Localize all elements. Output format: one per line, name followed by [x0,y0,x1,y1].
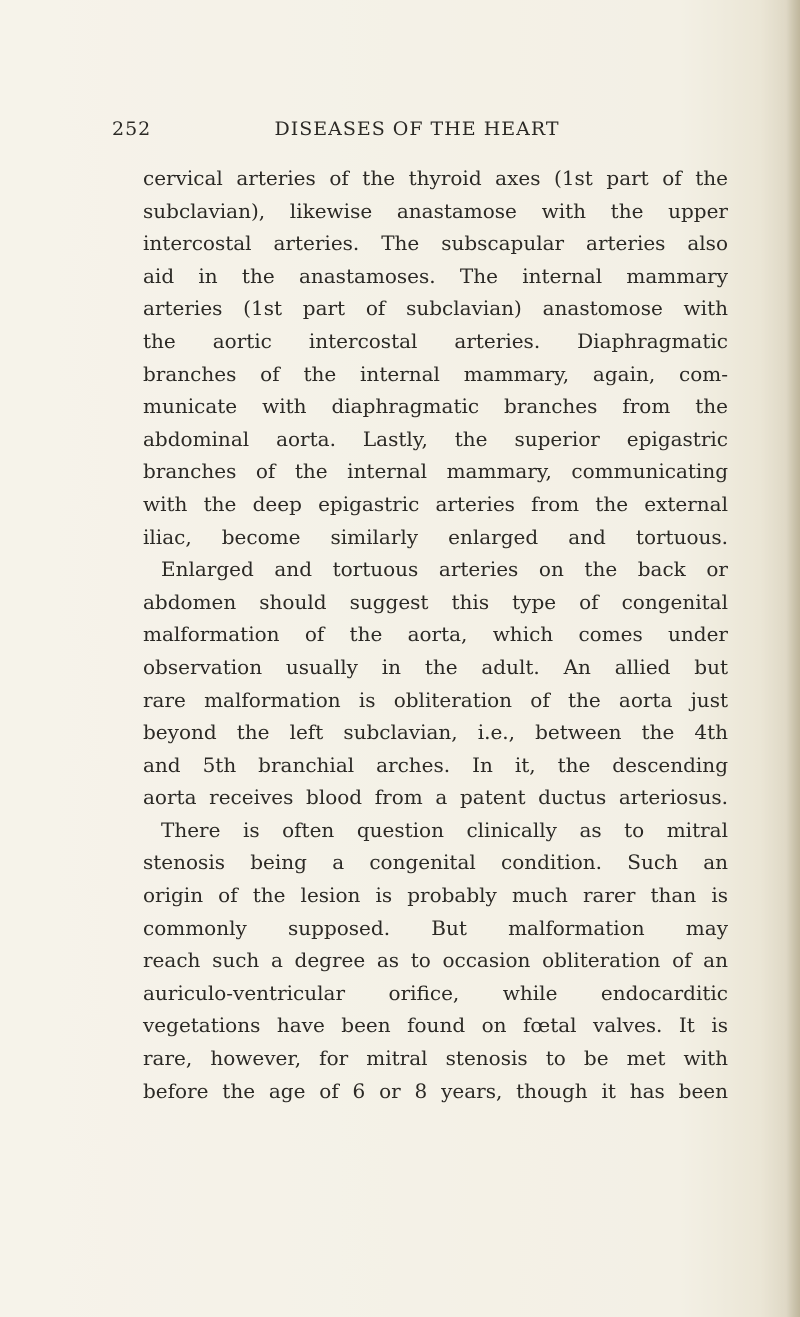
body-text [143,162,728,1107]
text-line: abdomen should suggest this type of congenital [143,589,728,614]
text-line: intercostal arteries. The subscapular arteries also [143,231,728,256]
text-line: rare, however, for mitral stenosis to be met with [143,1046,728,1071]
text-line: cervical arteries of the thyroid axes (1st part of the [143,166,728,190]
page-edge-shadow [786,0,800,1317]
text-line: stenosis being a congenital condition. Such an [143,850,728,875]
text-line: subclavian), likewise anastamose with the upper [143,198,728,223]
running-head [112,118,722,146]
text-line: vegetations have been found on fœtal valves. It is [143,1013,728,1038]
text-line: aorta receives blood from a patent ductus arteriosus. [143,785,728,810]
text-line: iliac, become similarly enlarged and tortuous. [143,524,728,549]
text-line: the aortic intercostal arteries. Diaphragmatic [143,328,728,353]
running-title: DISEASES OF THE HEART [274,118,560,140]
text-line: Enlarged and tortuous arteries on the back or [161,557,728,582]
text-line: arteries (1st part of subclavian) anastomose with [143,296,728,321]
text-line: There is often question clinically as to mitral [161,817,728,842]
text-line: branches of the internal mammary, again, com- [143,361,728,386]
text-line: before the age of 6 or 8 years, though it has been [143,1078,728,1103]
text-line: reach such a degree as to occasion obliteration of an [143,948,728,973]
text-line: observation usually in the adult. An allied but [143,654,728,679]
page-number: 252 [112,118,152,140]
text-line: branches of the internal mammary, communicating [143,459,728,484]
text-line: malformation of the aorta, which comes under [143,622,728,647]
text-line: and 5th branchial arches. In it, the descending [143,752,728,777]
text-line: aid in the anastamoses. The internal mammary [143,263,728,288]
text-line: abdominal aorta. Lastly, the superior epigastric [143,426,728,451]
text-line: origin of the lesion is probably much rarer than is [143,883,728,908]
text-line: auriculo-ventricular orifice, while endocarditic [143,980,728,1005]
text-line: with the deep epigastric arteries from the external [143,491,728,516]
text-line: commonly supposed. But malformation may [143,915,728,940]
text-line: municate with diaphragmatic branches from the [143,394,728,419]
text-line: rare malformation is obliteration of the aorta just [143,687,728,712]
text-line: beyond the left subclavian, i.e., between the 4th [143,720,728,745]
